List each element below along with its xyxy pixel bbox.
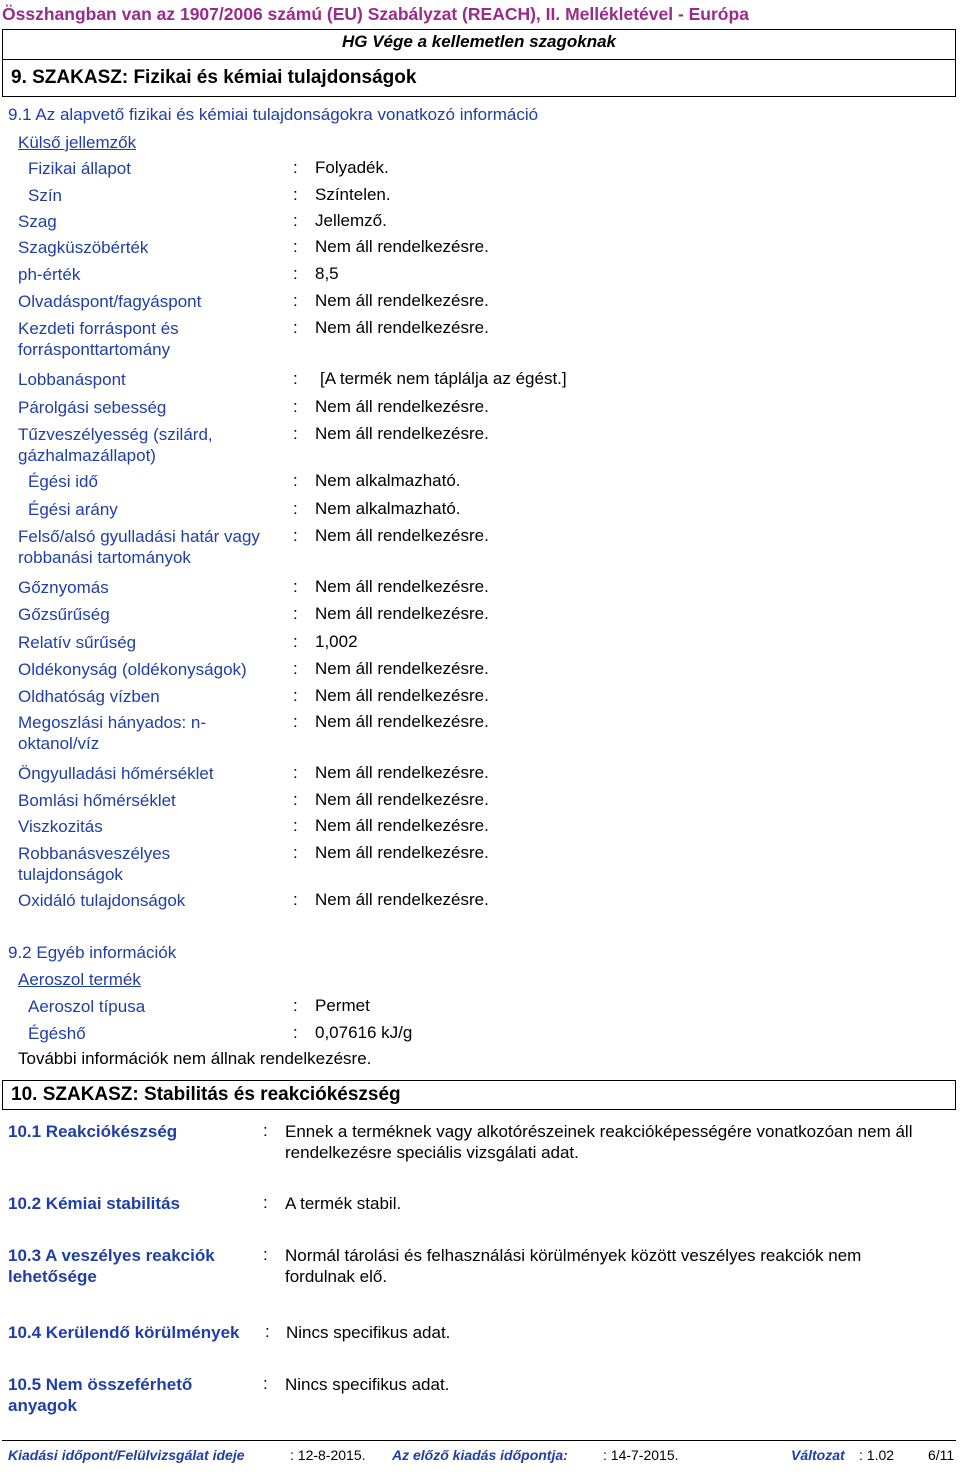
property-colon: :	[293, 318, 298, 337]
previous-issue-value: : 14-7-2015.	[603, 1447, 679, 1463]
property-value: Nem áll rendelkezésre.	[315, 604, 489, 623]
property-colon: :	[293, 686, 298, 705]
property-label: Viszkozitás	[18, 817, 103, 836]
section-9-box	[2, 29, 956, 97]
property-value: Nem áll rendelkezésre.	[315, 890, 489, 909]
section-9-title: 9. SZAKASZ: Fizikai és kémiai tulajdonságok	[11, 67, 417, 88]
property-label: Párolgási sebesség	[18, 398, 167, 417]
property-value: Nem áll rendelkezésre.	[315, 686, 489, 705]
property-colon: :	[293, 843, 298, 862]
property-label: Robbanásveszélyes tulajdonságok	[18, 844, 171, 884]
property-value: Nem áll rendelkezésre.	[315, 526, 489, 545]
property-label: Tűzveszélyesség (szilárd, gázhalmazállapot)	[18, 425, 213, 465]
property-colon: :	[293, 158, 298, 177]
property-value: Folyadék.	[315, 158, 389, 177]
property-label: Oldhatóság vízben	[18, 687, 160, 706]
stability-colon: :	[263, 1374, 268, 1393]
property-label: Kezdeti forráspont és forrásponttartomány	[18, 319, 179, 359]
property-colon: :	[293, 763, 298, 782]
property-value: 8,5	[315, 264, 339, 283]
property-value: Jellemző.	[315, 211, 387, 230]
property-value: [A termék nem táplálja az égést.]	[320, 369, 567, 388]
stability-value: Nincs specifikus adat.	[286, 1323, 451, 1342]
property-label: Szag	[18, 212, 57, 231]
property-value: Nem áll rendelkezésre.	[315, 790, 489, 809]
version-label: Változat	[791, 1447, 845, 1463]
further-info-text: További információk nem állnak rendelkezésre.	[18, 1049, 372, 1068]
property-colon: :	[293, 185, 298, 204]
section-10-title: 10. SZAKASZ: Stabilitás és reakciókészség	[11, 1084, 401, 1105]
property-label: Szagküszöbérték	[18, 238, 149, 257]
aerosol-heading: Aeroszol termék	[18, 970, 141, 989]
subsection-9-1-title: 9.1 Az alapvető fizikai és kémiai tulajdonságokra vonatkozó információ	[8, 105, 539, 124]
property-label: Fizikai állapot	[28, 159, 131, 178]
property-colon: :	[293, 1023, 298, 1042]
product-name: HG Vége a kellemetlen szagoknak	[342, 32, 617, 51]
stability-value: A termék stabil.	[285, 1194, 402, 1213]
property-value: Nem áll rendelkezésre.	[315, 843, 489, 862]
stability-colon: :	[263, 1245, 268, 1264]
property-label: Szín	[28, 186, 63, 205]
property-label: Égési arány	[28, 500, 118, 519]
footer-divider	[2, 1440, 956, 1441]
property-label: Megoszlási hányados: n-oktanol/víz	[18, 713, 207, 753]
property-label: Lobbanáspont	[18, 370, 126, 389]
property-colon: :	[293, 369, 298, 388]
property-colon: :	[293, 424, 298, 443]
stability-colon: :	[263, 1193, 268, 1212]
property-colon: :	[293, 659, 298, 678]
property-value: Nem áll rendelkezésre.	[315, 712, 489, 731]
property-value: 1,002	[315, 632, 358, 651]
previous-issue-label: Az előző kiadás időpontja:	[392, 1447, 568, 1463]
stability-colon: :	[263, 1121, 268, 1140]
stability-value: Ennek a terméknek vagy alkotórészeinek reakcióképességére vonatkozóan nem áll rendelkezésre speciális vizsgálati adat.	[285, 1122, 913, 1162]
property-label: Gőznyomás	[18, 578, 109, 597]
property-colon: :	[293, 526, 298, 545]
property-colon: :	[293, 397, 298, 416]
stability-colon: :	[265, 1322, 270, 1341]
property-colon: :	[293, 499, 298, 518]
issue-date-value: : 12-8-2015.	[290, 1447, 366, 1463]
property-label: Felső/alsó gyulladási határ vagy robbanási tartományok	[18, 527, 260, 567]
version-value: : 1.02	[859, 1447, 895, 1463]
property-label: Relatív sűrűség	[18, 633, 137, 652]
subsection-9-2-title: 9.2 Egyéb információk	[8, 943, 177, 962]
property-label: Oxidáló tulajdonságok	[18, 891, 186, 910]
property-value: Nem alkalmazható.	[315, 499, 461, 518]
property-value: Nem alkalmazható.	[315, 471, 461, 490]
property-value: 0,07616 kJ/g	[315, 1023, 413, 1042]
stability-label: 10.2 Kémiai stabilitás	[8, 1194, 180, 1213]
property-label: ph-érték	[18, 265, 81, 284]
stability-label: 10.1 Reakciókészség	[8, 1122, 178, 1141]
property-label: Égési idő	[28, 472, 98, 491]
property-value: Nem áll rendelkezésre.	[315, 659, 489, 678]
section-10-box	[2, 1080, 956, 1110]
property-colon: :	[293, 237, 298, 256]
stability-label: 10.5 Nem összeférhető anyagok	[8, 1375, 193, 1415]
property-label: Égéshő	[28, 1024, 86, 1043]
stability-value: Nincs specifikus adat.	[285, 1375, 450, 1394]
property-label: Aeroszol típusa	[28, 997, 146, 1016]
property-label: Oldékonyság (oldékonyságok)	[18, 660, 247, 679]
property-value: Nem áll rendelkezésre.	[315, 424, 489, 443]
property-label: Gőzsűrűség	[18, 605, 110, 624]
property-colon: :	[293, 471, 298, 490]
property-colon: :	[293, 577, 298, 596]
property-label: Öngyulladási hőmérséklet	[18, 764, 214, 783]
regulation-header: Összhangban van az 1907/2006 számú (EU) Szabályzat (REACH), II. Mellékletével - Európa	[2, 4, 749, 24]
property-colon: :	[293, 211, 298, 230]
property-value: Nem áll rendelkezésre.	[315, 397, 489, 416]
property-colon: :	[293, 816, 298, 835]
property-colon: :	[293, 604, 298, 623]
property-colon: :	[293, 264, 298, 283]
property-value: Nem áll rendelkezésre.	[315, 291, 489, 310]
property-value: Nem áll rendelkezésre.	[315, 577, 489, 596]
property-colon: :	[293, 632, 298, 651]
property-label: Bomlási hőmérséklet	[18, 791, 176, 810]
page-number: 6/11	[928, 1447, 955, 1463]
stability-label: 10.4 Kerülendő körülmények	[8, 1323, 240, 1342]
property-value: Nem áll rendelkezésre.	[315, 763, 489, 782]
stability-value: Normál tárolási és felhasználási körülmények között veszélyes reakciók nem fordulnak elő.	[285, 1246, 862, 1286]
property-value: Színtelen.	[315, 185, 391, 204]
property-colon: :	[293, 291, 298, 310]
property-value: Nem áll rendelkezésre.	[315, 318, 489, 337]
property-value: Nem áll rendelkezésre.	[315, 237, 489, 256]
property-colon: :	[293, 712, 298, 731]
property-label: Olvadáspont/fagyáspont	[18, 292, 202, 311]
issue-date-label: Kiadási időpont/Felülvizsgálat ideje	[8, 1447, 245, 1463]
property-colon: :	[293, 790, 298, 809]
property-colon: :	[293, 890, 298, 909]
property-value: Permet	[315, 996, 370, 1015]
property-colon: :	[293, 996, 298, 1015]
property-value: Nem áll rendelkezésre.	[315, 816, 489, 835]
external-characteristics-heading: Külső jellemzők	[18, 133, 137, 152]
stability-label: 10.3 A veszélyes reakciók lehetősége	[8, 1246, 215, 1286]
